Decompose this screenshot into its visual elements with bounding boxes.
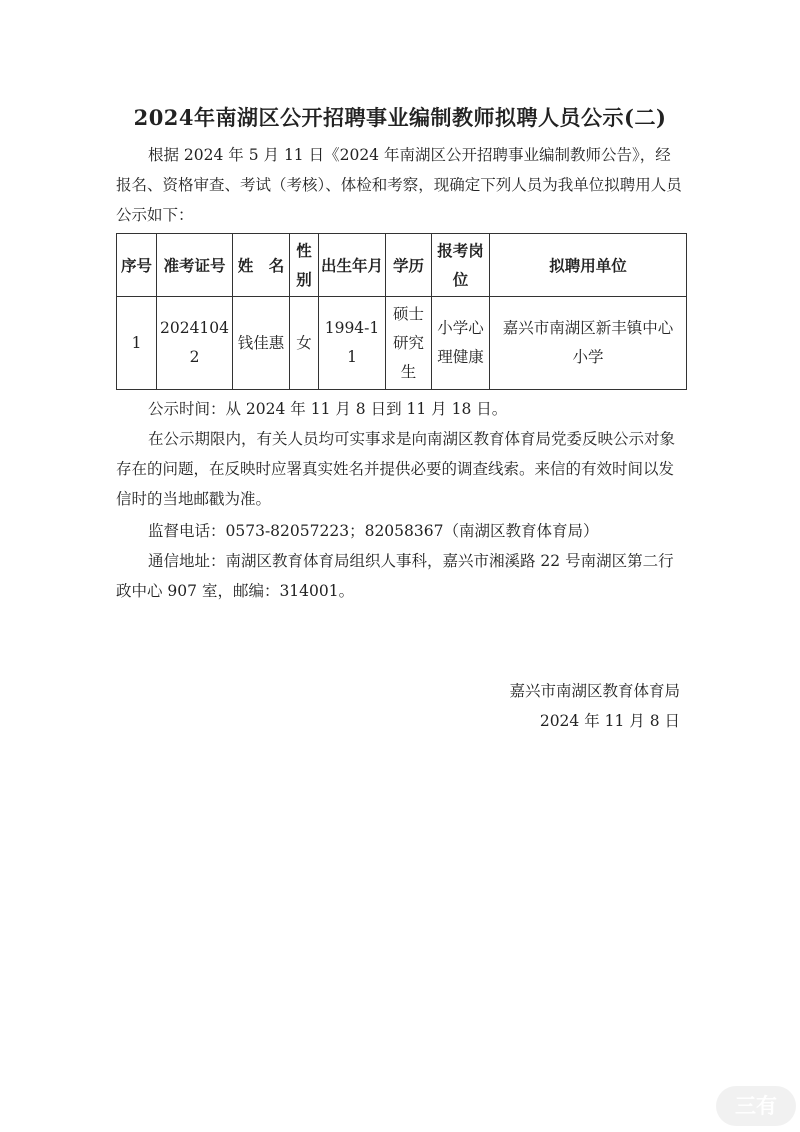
cell-unit: 嘉兴市南湖区新丰镇中心小学 bbox=[490, 297, 687, 390]
header-gender: 性别 bbox=[290, 234, 319, 297]
cell-position: 小学心理健康 bbox=[432, 297, 490, 390]
supervision-phone: 监督电话：0573-82057223；82058367（南湖区教育体育局） bbox=[148, 522, 599, 540]
header-position: 报考岗位 bbox=[432, 234, 490, 297]
header-name: 姓 名 bbox=[233, 234, 290, 297]
watermark-logo: 三有 bbox=[716, 1086, 796, 1126]
cell-gender: 女 bbox=[290, 297, 319, 390]
cell-name: 钱佳惠 bbox=[233, 297, 290, 390]
hiring-table bbox=[116, 233, 687, 390]
cell-exam-id: 20241042 bbox=[157, 297, 233, 390]
cell-education: 硕士研究生 bbox=[386, 297, 432, 390]
table-header-row bbox=[117, 234, 687, 297]
intro-paragraph: 根据 2024 年 5 月 11 日《2024 年南湖区公开招聘事业编制教师公告》，经报名、资格审查、考试（考核）、体检和考察，现确定下列人员为我单位拟聘用人员公示如下： bbox=[116, 146, 682, 224]
signature-organization: 嘉兴市南湖区教育体育局 bbox=[509, 682, 680, 700]
document-title: 2024年南湖区公开招聘事业编制教师拟聘人员公示(二) bbox=[133, 105, 667, 130]
signature-date: 2024 年 11 月 8 日 bbox=[539, 712, 680, 730]
header-birth: 出生年月 bbox=[319, 234, 386, 297]
notice-paragraph: 在公示期限内，有关人员均可实事求是向南湖区教育体育局党委反映公示对象存在的问题，在反映时应署真实姓名并提供必要的调查线索。来信的有效时间以发信时的当地邮戳为准。 bbox=[116, 430, 676, 508]
header-exam-id: 准考证号 bbox=[157, 234, 233, 297]
cell-no: 1 bbox=[117, 297, 157, 390]
header-unit: 拟聘用单位 bbox=[490, 234, 687, 297]
header-no: 序号 bbox=[117, 234, 157, 297]
cell-birth: 1994-11 bbox=[319, 297, 386, 390]
mailing-address: 通信地址：南湖区教育体育局组织人事科，嘉兴市湘溪路 22 号南湖区第二行政中心 907 室，邮编：314001。 bbox=[116, 552, 674, 600]
header-education: 学历 bbox=[386, 234, 432, 297]
table-row bbox=[117, 297, 687, 390]
publicity-time: 公示时间：从 2024 年 11 月 8 日到 11 月 18 日。 bbox=[148, 400, 508, 418]
